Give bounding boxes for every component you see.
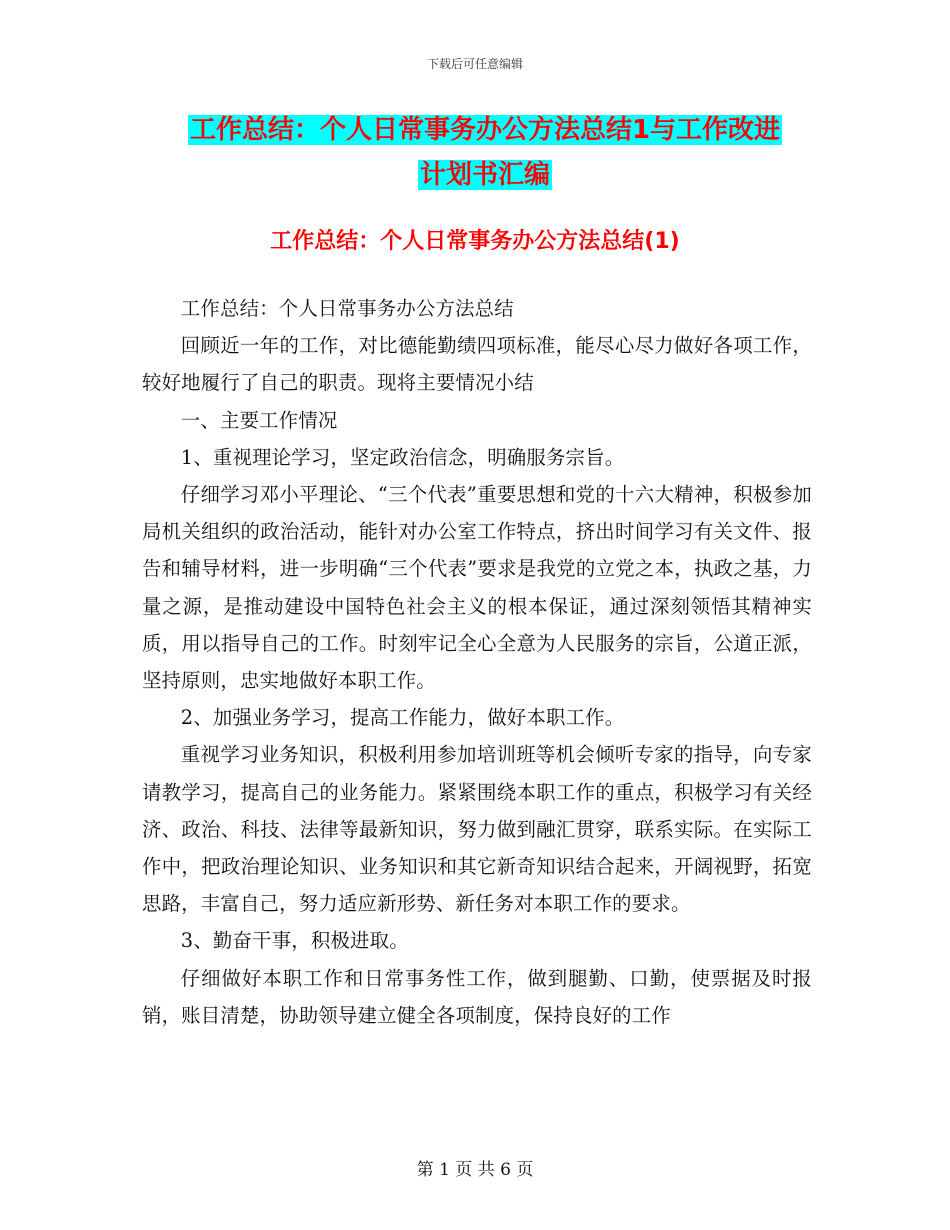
section-title: 工作总结：个人日常事务办公方法总结(1) bbox=[270, 229, 680, 254]
page-footer: 第 1 页 共 6 页 bbox=[416, 1160, 534, 1180]
document-title-line-1: 工作总结：个人日常事务办公方法总结1与工作改进 bbox=[189, 115, 781, 145]
body-text bbox=[142, 290, 812, 1034]
paragraph: 3、勤奋干事，积极进取。 bbox=[180, 929, 409, 953]
document-title bbox=[140, 108, 830, 198]
paragraph: 一、主要工作情况 bbox=[180, 408, 338, 432]
paragraph: 重视学习业务知识，积极利用参加培训班等机会倾听专家的指导，向专家请教学习，提高自己的业务能力。紧紧围绕本职工作的重点，积极学习有关经济、政治、科技、法律等最新知识，努力做到融汇贯穿，联系实际。在实际工作中，把政治理论知识、业务知识和其它新奇知识结合起来，开阔视野，拓宽思路，丰富自己，努力适应新形势、新任务对本职工作的要求。 bbox=[142, 743, 812, 916]
paragraph: 仔细做好本职工作和日常事务性工作，做到腿勤、口勤，使票据及时报销，账目清楚，协助领导建立健全各项制度，保持良好的工作 bbox=[142, 966, 812, 1027]
paragraph: 仔细学习邓小平理论、“三个代表”重要思想和党的十六大精神，积极参加局机关组织的政治活动，能针对办公室工作特点，挤出时间学习有关文件、报告和辅导材料，进一步明确“三个代表”要求是我党的立党之本，执政之基，力量之源，是推动建设中国特色社会主义的根本保证，通过深刻领悟其精神实质，用以指导自己的工作。时刻牢记全心全意为人民服务的宗旨，公道正派，坚持原则，忠实地做好本职工作。 bbox=[142, 483, 812, 693]
paragraph: 工作总结：个人日常事务办公方法总结 bbox=[180, 297, 514, 320]
header-note: 下载后可任意编辑 bbox=[426, 57, 523, 71]
paragraph: 1、重视理论学习，坚定政治信念，明确服务宗旨。 bbox=[180, 445, 625, 469]
paragraph: 回顾近一年的工作，对比德能勤绩四项标准，能尽心尽力做好各项工作，较好地履行了自己的职责。现将主要情况小结 bbox=[142, 334, 812, 395]
paragraph: 2、加强业务学习，提高工作能力，做好本职工作。 bbox=[180, 706, 625, 730]
document-title-line-2: 计划书汇编 bbox=[419, 160, 550, 190]
